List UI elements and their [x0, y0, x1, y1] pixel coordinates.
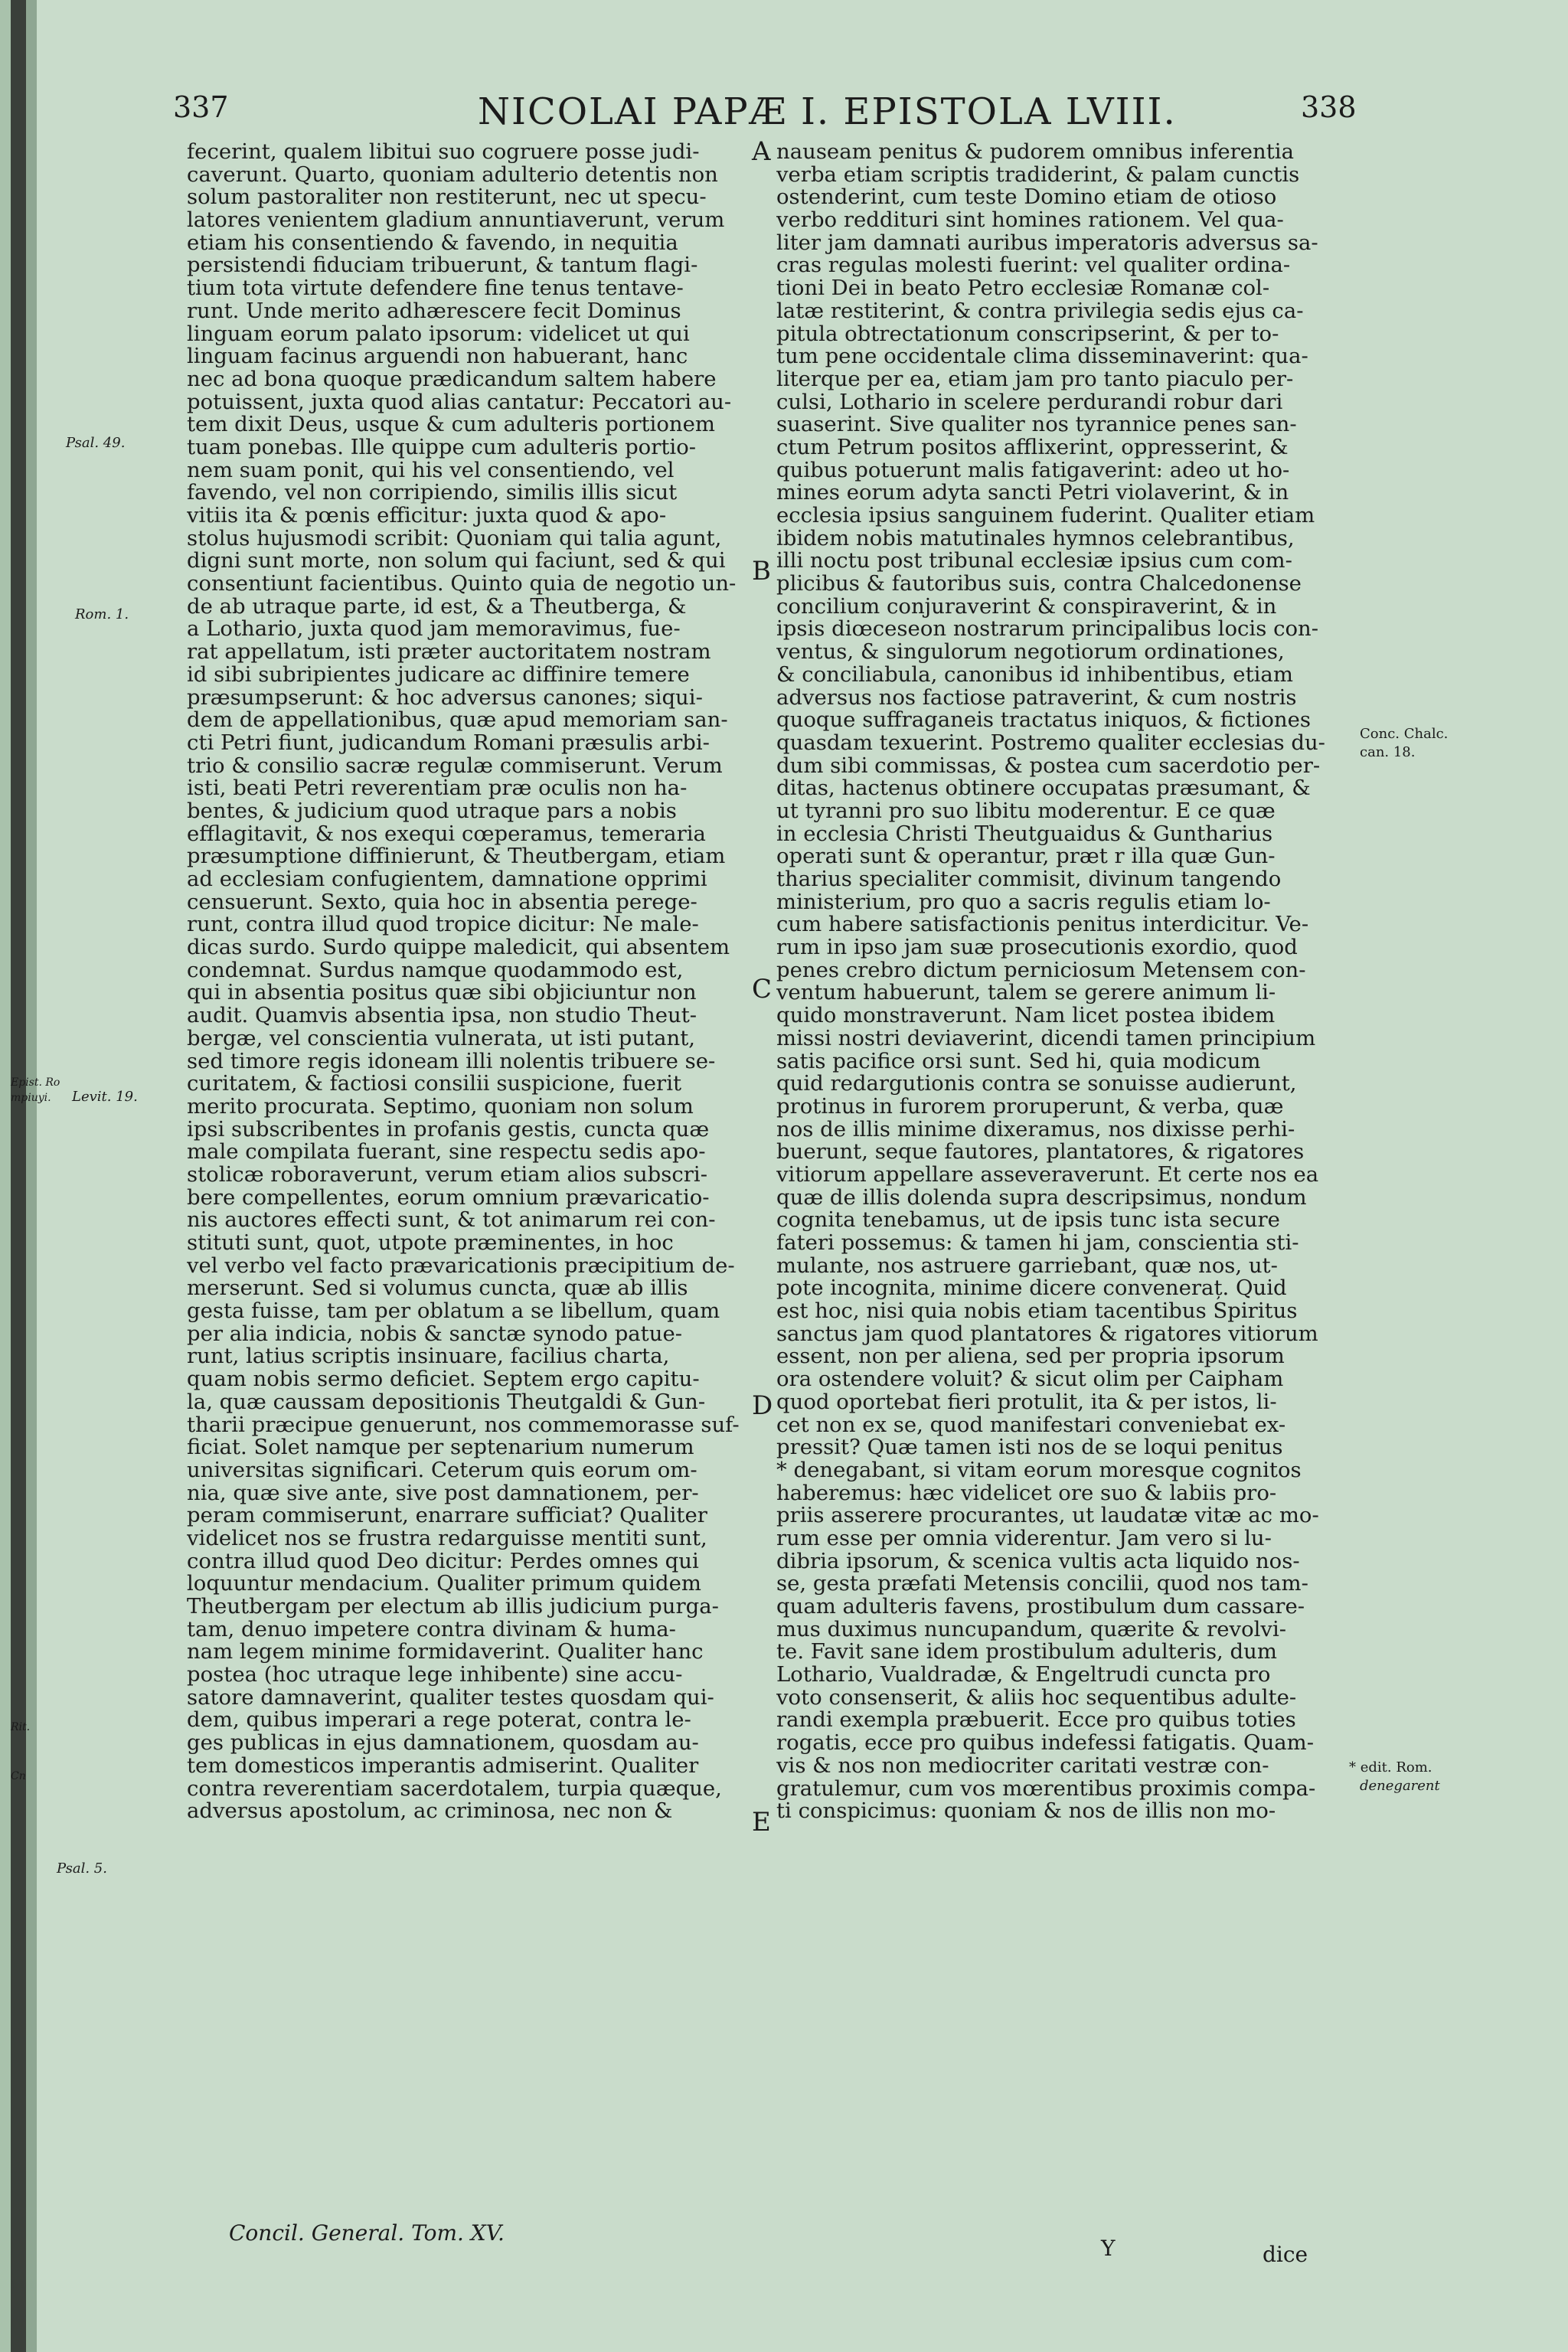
text-line: loquuntur mendacium. Qualiter primum quidem — [187, 1573, 701, 1596]
text-line: de ab utraque parte, id est, & a Theutberga, & — [187, 595, 687, 619]
text-line: suaserint. Sive qualiter nos tyrannice penes san- — [776, 413, 1297, 436]
text-line: ditas, hactenus obtinere occupatas præsumant, & — [776, 777, 1311, 800]
text-line: latæ restiterint, & contra privilegia sedis ejus ca- — [776, 299, 1304, 323]
text-line: tioni Dei in beato Petro ecclesiæ Romanæ col- — [776, 277, 1270, 300]
text-line: stolus hujusmodi scribit: Quoniam qui talia agunt, — [187, 527, 722, 550]
text-line: adversus apostolum, ac criminosa, nec non & — [187, 1800, 673, 1823]
text-line: postea (hoc utraque lege inhibente) sine accu- — [187, 1664, 683, 1687]
text-line: vel verbo vel facto prævaricationis præcipitium de- — [187, 1254, 735, 1278]
catchword: dice — [1263, 2242, 1308, 2267]
text-line: ventus, & singulorum negotiorum ordinationes, — [776, 641, 1285, 664]
text-line: * denegabant, si vitam eorum moresque cognitos — [776, 1459, 1302, 1482]
text-line: tharius specialiter commisit, divinum tangendo — [776, 868, 1282, 891]
text-line: vitiorum appellare asseveraverunt. Et certe nos ea — [776, 1163, 1319, 1187]
text-line: isti, beati Petri reverentiam præ oculis non ha- — [187, 777, 688, 800]
text-line: nec ad bona quoque prædicandum saltem habere — [187, 368, 717, 391]
text-line: essent, non per aliena, sed per propria ipsorum — [776, 1345, 1285, 1369]
text-line: quido monstraverunt. Nam licet postea ibidem — [776, 1004, 1276, 1027]
text-line: censuerunt. Sexto, quia hoc in absentia perege- — [187, 890, 697, 914]
text-line: solum pastoraliter non restiterunt, nec ut specu- — [187, 186, 707, 210]
section-letter-d: D — [752, 1390, 773, 1421]
text-line: culsi, Lothario in scelere perdurandi robur dari — [776, 390, 1283, 414]
text-line: audit. Quamvis absentia ipsa, non studio Theut- — [187, 1004, 697, 1027]
text-line: pote incognita, minime dicere conveneraț. Quid — [776, 1277, 1287, 1301]
text-line: persistendi fiduciam tribuerunt, & tantum flagi- — [187, 254, 698, 278]
text-line: efflagitavit, & nos exequi cœperamus, temeraria — [187, 822, 706, 846]
text-line: ut tyranni pro suo libitu moderentur. E ce quæ — [776, 799, 1276, 823]
text-line: stituti sunt, quot, utpote præminentes, in hoc — [187, 1232, 674, 1255]
section-letter-e: E — [752, 1807, 771, 1838]
page-number-left: 337 — [173, 90, 229, 124]
text-line: rogatis, ecce pro quibus indefessi fatigatis. Quam- — [776, 1732, 1315, 1755]
margin-note-conc-chalc: Conc. Chalc. — [1360, 726, 1449, 742]
text-line: concilium conjuraverint & conspiraverint, & in — [776, 595, 1277, 619]
text-line: liter jam damnati auribus imperatoris adversus sa- — [776, 231, 1318, 255]
text-line: plicibus & fautoribus suis, contra Chalcedonense — [776, 573, 1302, 596]
text-line: ecclesia ipsius sanguinem fuderint. Qualiter etiam — [776, 505, 1315, 528]
margin-note-edit-rom: * edit. Rom. — [1349, 1759, 1432, 1775]
text-line: verba etiam scriptis tradiderint, & palam cunctis — [776, 163, 1300, 187]
text-line: tharii præcipue genuerunt, nos commemorasse suf- — [187, 1413, 740, 1437]
text-line: tam, denuo impetere contra divinam & huma- — [187, 1618, 676, 1642]
text-line: quam adulteris favens, prostibulum dum cassare- — [776, 1596, 1305, 1619]
text-line: quæ de illis dolenda supra descripsimus, nondum — [776, 1186, 1307, 1210]
text-line: dum sibi commissas, & postea cum sacerdotio per- — [776, 754, 1321, 778]
text-line: protinus in furorem proruperunt, & verba, quæ — [776, 1095, 1284, 1119]
section-letter-a: A — [752, 136, 771, 167]
text-line: in ecclesia Christi Theutguaidus & Guntharius — [776, 822, 1273, 846]
signature-mark: Y — [1101, 2236, 1116, 2261]
text-line: nia, quæ sive ante, sive post damnationem, per- — [187, 1481, 699, 1505]
text-line: satore damnaverint, qualiter testes quosdam qui- — [187, 1686, 714, 1710]
text-line: fecerint, qualem libitui suo cogruere posse judi- — [187, 141, 700, 164]
margin-note-denegarent: denegarent — [1360, 1778, 1440, 1794]
text-line: ctum Petrum positos afflixerint, oppresserint, & — [776, 436, 1289, 459]
text-line: quibus potuerunt malis fatigaverint: adeo ut ho- — [776, 459, 1290, 482]
text-line: est hoc, nisi quia nobis etiam tacentibus Spiritus — [776, 1300, 1298, 1323]
text-line: videlicet nos se frustra redarguisse mentiti sunt, — [187, 1527, 707, 1550]
text-line: ministerium, pro quo a sacris regulis etiam lo- — [776, 890, 1271, 914]
text-line: linguam eorum palato ipsorum: videlicet ut qui — [187, 322, 690, 346]
text-line: cognita tenebamus, ut de ipsis tunc ista secure — [776, 1209, 1280, 1232]
text-line: dem, quibus imperari a rege poterat, contra le- — [187, 1709, 691, 1733]
gutter-edge — [26, 0, 37, 2352]
text-line: nauseam penitus & pudorem omnibus inferentia — [776, 141, 1294, 164]
source-footer: Concil. General. Tom. XV. — [229, 2220, 505, 2246]
text-line: operati sunt & operantur, præt r illa quæ Gun- — [776, 845, 1276, 868]
text-line: Theutbergam per electum ab illis judicium purga- — [187, 1596, 719, 1619]
text-line: cum habere satisfactionis penitus interdicitur. Ve- — [776, 913, 1309, 937]
text-line: vis & nos non mediocriter caritati vestræ con- — [776, 1754, 1269, 1778]
text-line: mines eorum adyta sancti Petri violaverint, & in — [776, 482, 1289, 505]
text-line: & conciliabula, canonibus id inhibentibus, etiam — [776, 663, 1293, 687]
text-line: trio & consilio sacræ regulæ commiserunt. Verum — [187, 754, 723, 778]
margin-note-psal-49: Psal. 49. — [66, 435, 126, 451]
text-line: runt, latius scriptis insinuare, facilius charta, — [187, 1345, 670, 1369]
text-line: dibria ipsorum, & scenica vultis acta liquido nos- — [776, 1550, 1300, 1573]
text-line: satis pacifice orsi sunt. Sed hi, quia modicum — [776, 1050, 1261, 1073]
text-line: literque per ea, etiam jam pro tanto piaculo per- — [776, 368, 1294, 391]
text-line: dicas surdo. Surdo quippe maledicit, qui absentem — [187, 936, 730, 959]
margin-note-edge-d: Cn — [11, 1770, 26, 1782]
text-line: caverunt. Quarto, quoniam adulterio detentis non — [187, 163, 718, 187]
text-line: condemnat. Surdus namque quodammodo est, — [187, 959, 684, 982]
text-line: tum pene occidentale clima disseminaverint: qua- — [776, 345, 1308, 368]
text-line: priis asserere procurantes, ut laudatæ vitæ ac mo- — [776, 1504, 1319, 1527]
text-line: ibidem nobis matutinales hymnos celebrantibus, — [776, 527, 1295, 550]
text-line: ostenderint, cum teste Domino etiam de otioso — [776, 186, 1277, 210]
text-line: missi nostri deviaverint, dicendi tamen principium — [776, 1027, 1316, 1050]
right-text-column — [776, 141, 1351, 1823]
margin-note-levit-19: Levit. 19. — [72, 1089, 138, 1105]
text-line: illi noctu post tribunal ecclesiæ ipsius cum com- — [776, 550, 1292, 573]
text-line: quasdam texuerint. Postremo qualiter ecclesias du- — [776, 731, 1325, 755]
text-line: sed timore regis idoneam illi nolentis tribuere se- — [187, 1050, 716, 1073]
text-line: tem dixit Deus, usque & cum adulteris portionem — [187, 413, 715, 436]
text-line: bentes, & judicium quod utraque pars a nobis — [187, 799, 677, 823]
text-line: qui in absentia positus quæ sibi objiciuntur non — [187, 982, 697, 1005]
margin-note-edge-b: mpiuyi. — [11, 1092, 51, 1104]
text-line: ipsis diœceseon nostrarum principalibus locis con- — [776, 618, 1319, 642]
text-line: etiam his consentiendo & favendo, in nequitia — [187, 231, 678, 255]
text-line: linguam facinus arguendi non habuerant, hanc — [187, 345, 688, 368]
text-line: cti Petri fiunt, judicandum Romani præsulis arbi- — [187, 731, 710, 755]
text-line: quod oportebat fieri protulit, ita & per istos, li- — [776, 1390, 1277, 1414]
text-line: runt. Unde merito adhærescere fecit Dominus — [187, 299, 681, 323]
text-line: ora ostendere voluit? & sicut olim per Caipham — [776, 1368, 1284, 1391]
text-line: sanctus jam quod plantatores & rigatores vitiorum — [776, 1322, 1318, 1346]
left-text-column — [187, 141, 746, 1823]
text-line: mus duximus nuncupandum, quærite & revolvi- — [776, 1618, 1287, 1642]
page-number-right: 338 — [1301, 90, 1357, 124]
gutter-shadow — [11, 0, 26, 2352]
text-line: pitula obtrectationum conscripserint, & per to- — [776, 322, 1279, 346]
text-line: ges publicas in ejus damnationem, quosdam au- — [187, 1732, 699, 1755]
text-line: vitiis ita & pœnis efficitur: juxta quod & apo- — [187, 505, 667, 528]
text-line: quid redargutionis contra se sonuisse audierunt, — [776, 1073, 1297, 1096]
text-line: cras regulas molesti fuerint: vel qualiter ordina- — [776, 254, 1291, 278]
text-line: rum in ipso jam suæ prosecutionis exordio, quod — [776, 936, 1298, 959]
page-sheet — [11, 0, 1568, 2352]
margin-note-conc-chalc-can: can. 18. — [1360, 744, 1416, 760]
text-line: consentiunt facientibus. Quinto quia de negotio un- — [187, 573, 737, 596]
text-line: gratulemur, cum vos mœrentibus proximis compa- — [776, 1777, 1316, 1801]
text-line: latores venientem gladium annuntiaverunt, verum — [187, 209, 725, 232]
text-line: buerunt, seque fautores, plantatores, & rigatores — [776, 1141, 1305, 1164]
text-line: gesta fuisse, tam per oblatum a se libellum, quam — [187, 1300, 720, 1323]
running-title: NICOLAI PAPÆ I. EPISTOLA LVIII. — [478, 90, 1177, 133]
text-line: ventum habuerunt, talem se gerere animum li- — [776, 982, 1276, 1005]
margin-note-edge-a: Epist. Ro — [11, 1076, 60, 1089]
text-line: peram commiserunt, enarrare sufficiat? Qualiter — [187, 1504, 707, 1527]
text-line: adversus nos factiose patraverint, & cum nostris — [776, 686, 1297, 710]
text-line: præsumpserunt: & hoc adversus canones; siqui- — [187, 686, 703, 710]
text-line: universitas significari. Ceterum quis eorum om- — [187, 1459, 697, 1482]
text-line: digni sunt morte, non solum qui faciunt, sed & qui — [187, 550, 726, 573]
text-line: cet non ex se, quod manifestari conveniebat ex- — [776, 1413, 1286, 1437]
text-line: stolicæ roboraverunt, verum etiam alios subscri- — [187, 1163, 708, 1187]
text-line: nos de illis minime dixeramus, nos dixisse perhi- — [776, 1118, 1295, 1142]
text-line: ficiat. Solet namque per septenarium numerum — [187, 1436, 694, 1459]
text-line: merito procurata. Septimo, quoniam non solum — [187, 1095, 694, 1119]
text-line: male compilata fuerant, sine respectu sedis apo- — [187, 1141, 706, 1164]
text-line: rum esse per omnia viderentur. Jam vero si lu- — [776, 1527, 1272, 1550]
text-line: tem domesticos imperantis admiserint. Qualiter — [187, 1754, 699, 1778]
text-line: pressit? Quæ tamen isti nos de se loqui penitus — [776, 1436, 1283, 1459]
text-line: a Lothario, juxta quod jam memoravimus, fue- — [187, 618, 681, 642]
text-line: verbo reddituri sint homines rationem. Vel qua- — [776, 209, 1284, 232]
text-line: contra reverentiam sacerdotalem, turpia quæque, — [187, 1777, 722, 1801]
text-line: nis auctores effecti sunt, & tot animarum rei con- — [187, 1209, 716, 1232]
text-line: la, quæ caussam depositionis Theutgaldi & Gun- — [187, 1390, 706, 1414]
text-line: ipsi subscribentes in profanis gestis, cuncta quæ — [187, 1118, 710, 1142]
text-line: potuissent, juxta quod alias cantatur: Peccatori au- — [187, 390, 732, 414]
text-line: curitatem, & factiosi consilii suspicione, fuerit — [187, 1073, 682, 1096]
margin-note-edge-c: Rit. — [11, 1721, 31, 1733]
text-line: ad ecclesiam confugientem, damnatione opprimi — [187, 868, 707, 891]
text-line: quoque suffraganeis tractatus iniquos, & fictiones — [776, 709, 1312, 732]
text-line: tium tota virtute defendere fine tenus tentave- — [187, 277, 684, 300]
text-line: nam legem minime formidaverint. Qualiter hanc — [187, 1641, 704, 1664]
text-line: haberemus: hæc videlicet ore suo & labiis pro- — [776, 1481, 1277, 1505]
text-line: bergæ, vel conscientia vulnerata, ut isti putant, — [187, 1027, 696, 1050]
text-line: mulante, nos astruere garriebant, quæ nos, ut- — [776, 1254, 1278, 1278]
text-line: nem suam ponit, qui his vel consentiendo, vel — [187, 459, 675, 482]
section-letter-b: B — [752, 556, 771, 586]
text-line: randi exempla præbuerit. Ecce pro quibus toties — [776, 1709, 1296, 1733]
text-line: Lothario, Vualdradæ, & Engeltrudi cuncta pro — [776, 1664, 1271, 1687]
page-header — [11, 90, 1568, 136]
text-line: runt, contra illud quod tropice dicitur: Ne male- — [187, 913, 699, 937]
text-line: dem de appellationibus, quæ apud memoriam san- — [187, 709, 728, 732]
text-line: voto consenserit, & aliis hoc sequentibus adulte- — [776, 1686, 1297, 1710]
text-line: id sibi subripientes judicare ac diffinire temere — [187, 663, 690, 687]
text-line: ti conspicimus: quoniam & nos de illis non mo- — [776, 1800, 1276, 1823]
text-line: bere compellentes, eorum omnium prævaricatio- — [187, 1186, 710, 1210]
text-line: præsumptione diffinierunt, & Theutbergam, etiam — [187, 845, 726, 868]
text-line: rat appellatum, isti præter auctoritatem nostram — [187, 641, 711, 664]
text-line: penes crebro dictum perniciosum Metensem con- — [776, 959, 1306, 982]
text-line: tuam ponebas. Ille quippe cum adulteris portio- — [187, 436, 697, 459]
text-line: fateri possemus: & tamen hi jam, conscientia sti- — [776, 1232, 1299, 1255]
text-line: te. Favit sane idem prostibulum adulteris, dum — [776, 1641, 1277, 1664]
text-line: quam nobis sermo deficiet. Septem ergo capitu- — [187, 1368, 700, 1391]
text-line: favendo, vel non corripiendo, similis illis sicut — [187, 482, 678, 505]
margin-note-rom-1: Rom. 1. — [75, 606, 129, 622]
text-line: contra illud quod Deo dicitur: Perdes omnes qui — [187, 1550, 699, 1573]
text-line: per alia indicia, nobis & sanctæ synodo patue- — [187, 1322, 683, 1346]
section-letter-c: C — [752, 974, 773, 1004]
text-line: se, gesta præfati Metensis concilii, quod nos tam- — [776, 1573, 1308, 1596]
text-line: merserunt. Sed si volumus cuncta, quæ ab illis — [187, 1277, 688, 1301]
margin-note-psal-5: Psal. 5. — [57, 1860, 107, 1877]
